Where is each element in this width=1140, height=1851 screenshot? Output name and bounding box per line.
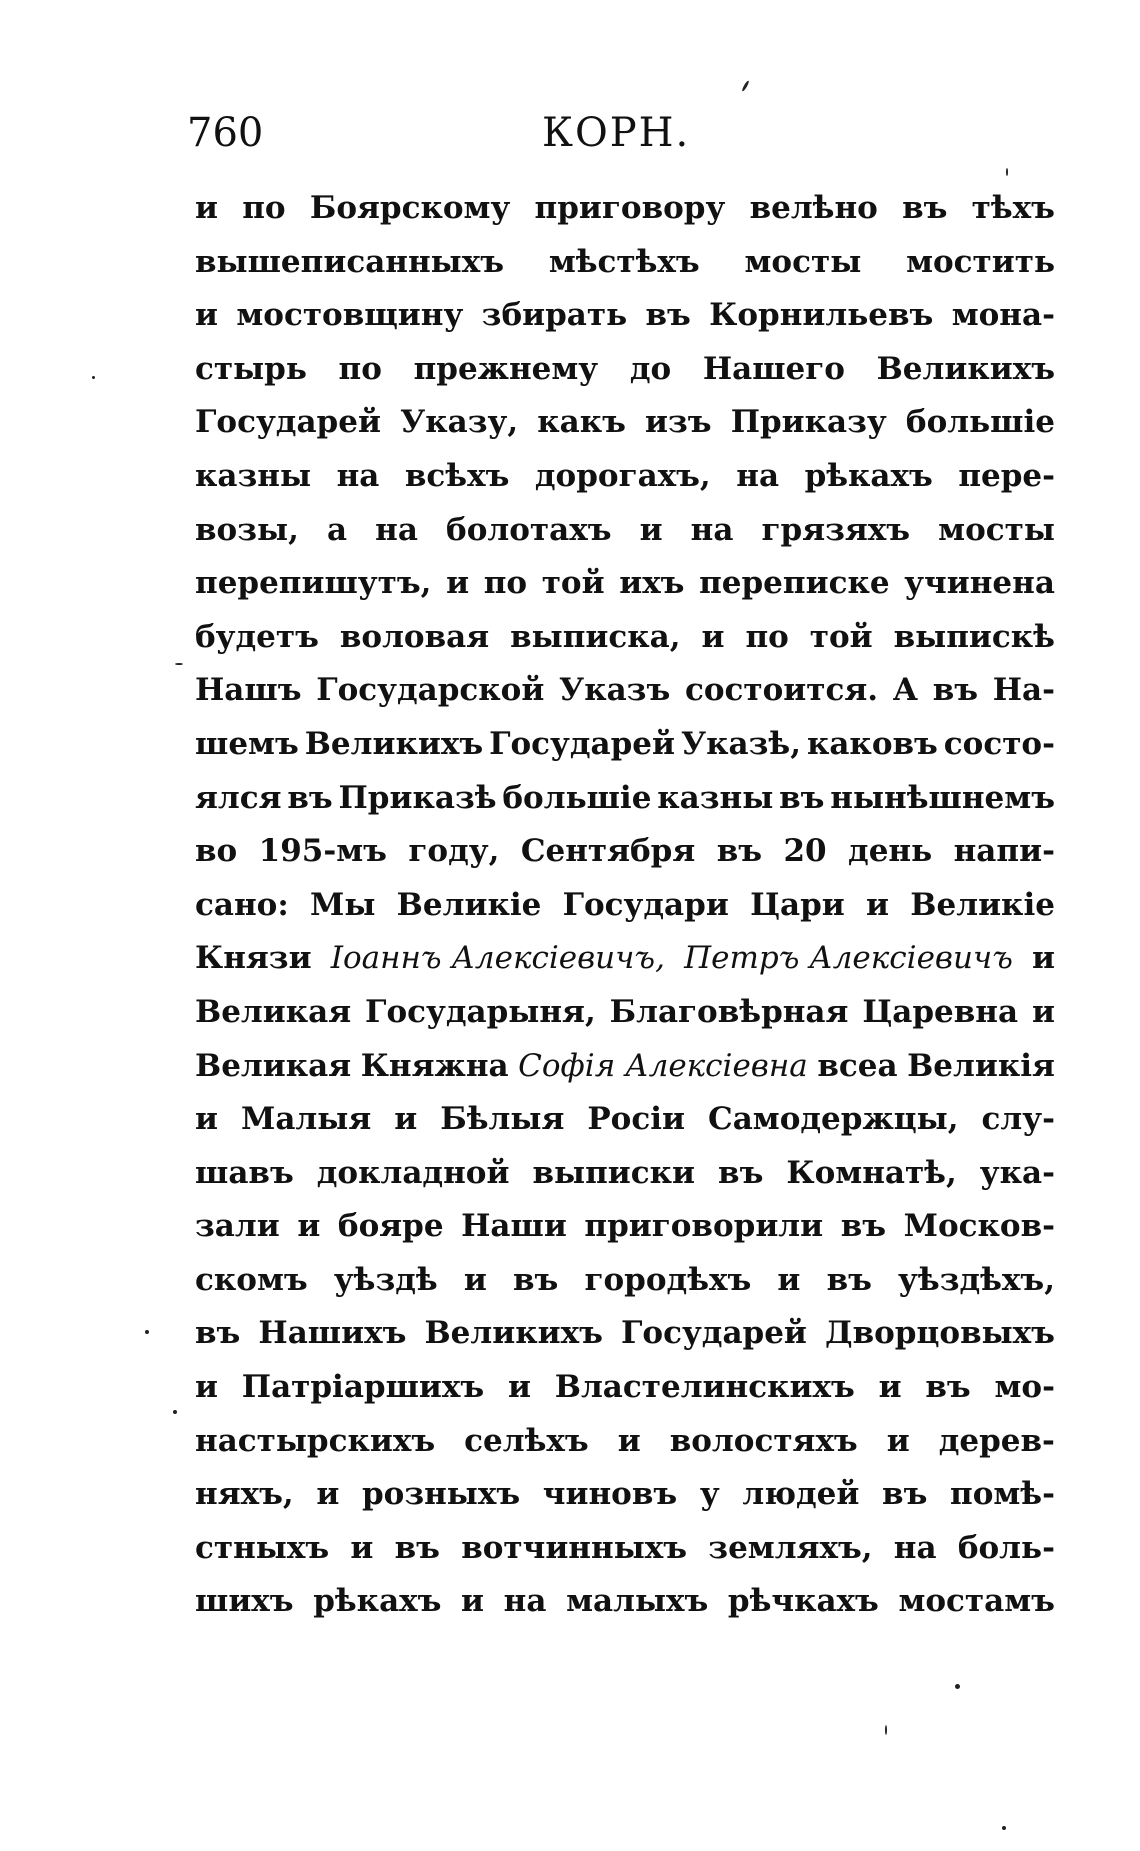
word: Росіи <box>587 1101 686 1138</box>
word: Князи <box>195 940 312 977</box>
word: Патріаршихъ <box>241 1369 485 1406</box>
word: выписка, <box>510 618 681 655</box>
word: той <box>541 565 605 602</box>
word: городѣхъ <box>584 1261 752 1298</box>
word: казны <box>657 779 774 816</box>
word: приговорили <box>584 1208 824 1245</box>
word: по <box>483 565 528 602</box>
word: въ <box>932 672 979 709</box>
word: выписки <box>532 1154 696 1191</box>
word: и <box>878 1369 902 1406</box>
word: волостяхъ <box>669 1422 858 1459</box>
word: и <box>507 1369 531 1406</box>
word: болотахъ <box>446 511 612 548</box>
word: и <box>777 1261 801 1298</box>
word: по <box>338 350 382 387</box>
word: и <box>461 1583 485 1620</box>
word: людей <box>742 1476 860 1513</box>
word: Великихъ <box>304 725 484 762</box>
word: и <box>701 618 725 655</box>
word: Приказу <box>730 404 887 441</box>
word: тѣхъ <box>971 190 1055 226</box>
word: и <box>195 1101 218 1138</box>
word: Указъ <box>559 672 671 709</box>
word: нынѣшнемъ <box>830 779 1055 816</box>
word: день <box>848 833 933 870</box>
word: каковъ <box>806 725 938 762</box>
word: году, <box>408 833 500 870</box>
word: въ <box>840 1208 887 1245</box>
word: и <box>195 1369 218 1406</box>
word: мостовщину <box>236 297 464 334</box>
word: въ <box>513 1261 559 1298</box>
word: переписке <box>699 565 890 602</box>
word: мосты <box>744 243 862 280</box>
word: въ <box>902 190 948 226</box>
text-line <box>195 825 1055 879</box>
word: а <box>326 511 348 548</box>
text-line <box>195 1200 1055 1254</box>
scan-speck <box>173 1410 177 1414</box>
word: всеа <box>817 1047 898 1084</box>
word: уѣздѣхъ, <box>898 1261 1055 1298</box>
word: Софія Алексіевна <box>518 1047 808 1084</box>
word: Великихъ <box>876 350 1055 387</box>
word: Государской <box>316 672 545 709</box>
word: въ <box>716 833 763 870</box>
word: въ <box>394 1529 440 1566</box>
text-line <box>195 664 1055 718</box>
word: какъ <box>537 404 626 441</box>
word: и <box>866 886 890 923</box>
scan-speck <box>92 376 95 379</box>
word: зали <box>195 1208 280 1245</box>
text-line <box>195 396 1055 450</box>
text-line <box>195 504 1055 558</box>
word: мо- <box>994 1369 1055 1406</box>
scan-speck <box>175 663 183 665</box>
body-text <box>195 182 1055 1629</box>
word: и <box>1031 993 1055 1030</box>
word: ука- <box>979 1154 1055 1191</box>
word: дерев- <box>938 1422 1055 1459</box>
word: состоится. <box>684 672 879 709</box>
word: Указу, <box>400 404 519 441</box>
word: стырь <box>195 350 307 387</box>
word: въ <box>718 1154 764 1191</box>
word: дорогахъ, <box>534 457 711 494</box>
word: Сентября <box>520 833 696 870</box>
text-line <box>195 1415 1055 1469</box>
word: Петръ Алексіевичъ <box>684 940 1013 977</box>
word: Государей <box>620 1315 807 1352</box>
word: Самодержцы, <box>708 1101 959 1138</box>
word: и <box>195 297 218 334</box>
word: напи- <box>953 833 1055 870</box>
word: въ <box>645 297 691 334</box>
word: и <box>297 1208 321 1245</box>
scan-speck <box>1002 1826 1006 1830</box>
word: вотчинныхъ <box>461 1529 688 1566</box>
word: по <box>242 190 286 226</box>
word: докладной <box>316 1154 510 1191</box>
word: стныхъ <box>195 1529 330 1566</box>
word: большіе <box>905 404 1055 441</box>
running-head: КОРН. <box>542 110 691 156</box>
word: въ <box>779 779 825 816</box>
word: Боярскому <box>309 190 511 226</box>
word: Великія <box>907 1047 1055 1084</box>
text-line <box>195 986 1055 1040</box>
text-line <box>195 1522 1055 1576</box>
word: Благовѣрная <box>609 993 849 1030</box>
word: грязяхъ <box>761 511 911 548</box>
word: у <box>699 1476 720 1513</box>
text-line <box>195 1575 1055 1629</box>
word: рѣкахъ <box>804 457 933 494</box>
word: приговору <box>534 190 726 226</box>
scan-speck <box>741 80 750 92</box>
word: Великихъ <box>424 1315 603 1352</box>
text-line <box>195 1040 1055 1094</box>
word: Мы <box>310 886 376 923</box>
word: Государыня, <box>365 993 596 1030</box>
word: мостить <box>906 243 1055 280</box>
word: на <box>336 457 380 494</box>
word: Наши <box>461 1208 567 1245</box>
word: вышеписанныхъ <box>195 243 505 280</box>
word: 195-мъ <box>258 833 387 870</box>
word: воловая <box>339 618 490 655</box>
word: мона- <box>951 297 1055 334</box>
word: и <box>316 1476 340 1513</box>
word: той <box>809 618 873 655</box>
word: и <box>394 1101 418 1138</box>
page-header <box>187 98 1047 168</box>
text-line <box>195 932 1055 986</box>
text-line <box>195 450 1055 504</box>
word: Нашихъ <box>258 1315 407 1352</box>
text-line <box>195 1307 1055 1361</box>
word: слу- <box>981 1101 1055 1138</box>
word: ихъ <box>619 565 685 602</box>
word: и <box>886 1422 910 1459</box>
word: по <box>745 618 789 655</box>
text-line <box>195 1468 1055 1522</box>
word: Цари <box>750 886 845 923</box>
word: мосты <box>938 511 1055 548</box>
scan-speck <box>885 1725 887 1735</box>
word: до <box>629 350 672 387</box>
word: уѣздѣ <box>333 1261 438 1298</box>
word: збирать <box>481 297 628 334</box>
text-line <box>195 1093 1055 1147</box>
word: изъ <box>645 404 712 441</box>
text-line <box>195 1254 1055 1308</box>
text-line <box>195 289 1055 343</box>
word: и <box>1032 940 1055 977</box>
word: мѣстѣхъ <box>548 243 700 280</box>
word: Іоаннъ Алексіевичъ, <box>330 940 665 977</box>
word: Малыя <box>241 1101 372 1138</box>
word: земляхъ, <box>708 1529 873 1566</box>
word: Государи <box>562 886 729 923</box>
word: на <box>503 1583 547 1620</box>
word: няхъ, <box>195 1476 294 1513</box>
word: на <box>690 511 734 548</box>
word: будетъ <box>195 618 319 655</box>
word: выпискѣ <box>893 618 1055 655</box>
word: боль- <box>957 1529 1055 1566</box>
word: селѣхъ <box>464 1422 589 1459</box>
text-line <box>195 1147 1055 1201</box>
word: Бѣлыя <box>440 1101 565 1138</box>
word: въ <box>195 1315 241 1352</box>
word: Корнильевъ <box>709 297 934 334</box>
word: большіе <box>502 779 652 816</box>
word: Княжна <box>360 1047 509 1084</box>
word: сано: <box>195 886 289 923</box>
word: на <box>736 457 780 494</box>
word: бояре <box>337 1208 444 1245</box>
word: Царевна <box>862 993 1019 1030</box>
word: ялся <box>195 779 282 816</box>
word: учинена <box>904 565 1055 602</box>
text-line <box>195 611 1055 665</box>
text-line <box>195 772 1055 826</box>
text-line <box>195 718 1055 772</box>
word: Великіе <box>396 886 542 923</box>
word: всѣхъ <box>404 457 510 494</box>
word: прежнему <box>413 350 599 387</box>
word: пере- <box>958 457 1055 494</box>
word: Властелинскихъ <box>554 1369 855 1406</box>
word: и <box>195 190 218 226</box>
word: и <box>639 511 663 548</box>
word: возы, <box>195 511 299 548</box>
word: шихъ <box>195 1583 294 1620</box>
scan-speck <box>145 1330 149 1334</box>
word: На- <box>992 672 1055 709</box>
word: 20 <box>783 833 827 870</box>
scan-speck <box>955 1684 960 1689</box>
word: Приказѣ <box>338 779 497 816</box>
text-line <box>195 182 1055 236</box>
word: въ <box>826 1261 872 1298</box>
word: скомъ <box>195 1261 308 1298</box>
word: мостамъ <box>898 1583 1055 1620</box>
word: перепишутъ, <box>195 565 432 602</box>
word: Государей <box>489 725 676 762</box>
word: Дворцовыхъ <box>825 1315 1055 1352</box>
text-line <box>195 236 1055 290</box>
text-line <box>195 879 1055 933</box>
word: велѣно <box>749 190 878 226</box>
scan-speck <box>1006 168 1008 176</box>
text-line <box>195 557 1055 611</box>
word: на <box>893 1529 937 1566</box>
word: рѣкахъ <box>313 1583 442 1620</box>
word: Комнатѣ, <box>786 1154 957 1191</box>
word: Великая <box>195 1047 352 1084</box>
word: малыхъ <box>566 1583 709 1620</box>
word: рѣчкахъ <box>727 1583 879 1620</box>
word: шемъ <box>195 725 299 762</box>
word: во <box>195 833 238 870</box>
word: казны <box>195 457 312 494</box>
text-line <box>195 343 1055 397</box>
word: настырскихъ <box>195 1422 436 1459</box>
word: Указѣ, <box>680 725 801 762</box>
word: шавъ <box>195 1154 294 1191</box>
word: А <box>892 672 918 709</box>
word: помѣ- <box>950 1476 1055 1513</box>
word: Нашъ <box>195 672 302 709</box>
word: на <box>375 511 418 548</box>
word: Москов- <box>903 1208 1055 1245</box>
word: въ <box>882 1476 928 1513</box>
word: розныхъ <box>361 1476 521 1513</box>
word: и <box>446 565 470 602</box>
word: и <box>350 1529 374 1566</box>
word: и <box>463 1261 487 1298</box>
word: и <box>617 1422 641 1459</box>
word: состо- <box>943 725 1055 762</box>
word: Государей <box>195 404 381 441</box>
word: въ <box>925 1369 971 1406</box>
page-number: 760 <box>187 110 264 156</box>
word: въ <box>287 779 333 816</box>
word: Нашего <box>702 350 845 387</box>
word: Великіе <box>910 886 1055 923</box>
text-line <box>195 1361 1055 1415</box>
word: Великая <box>195 993 352 1030</box>
word: чиновъ <box>542 1476 678 1513</box>
